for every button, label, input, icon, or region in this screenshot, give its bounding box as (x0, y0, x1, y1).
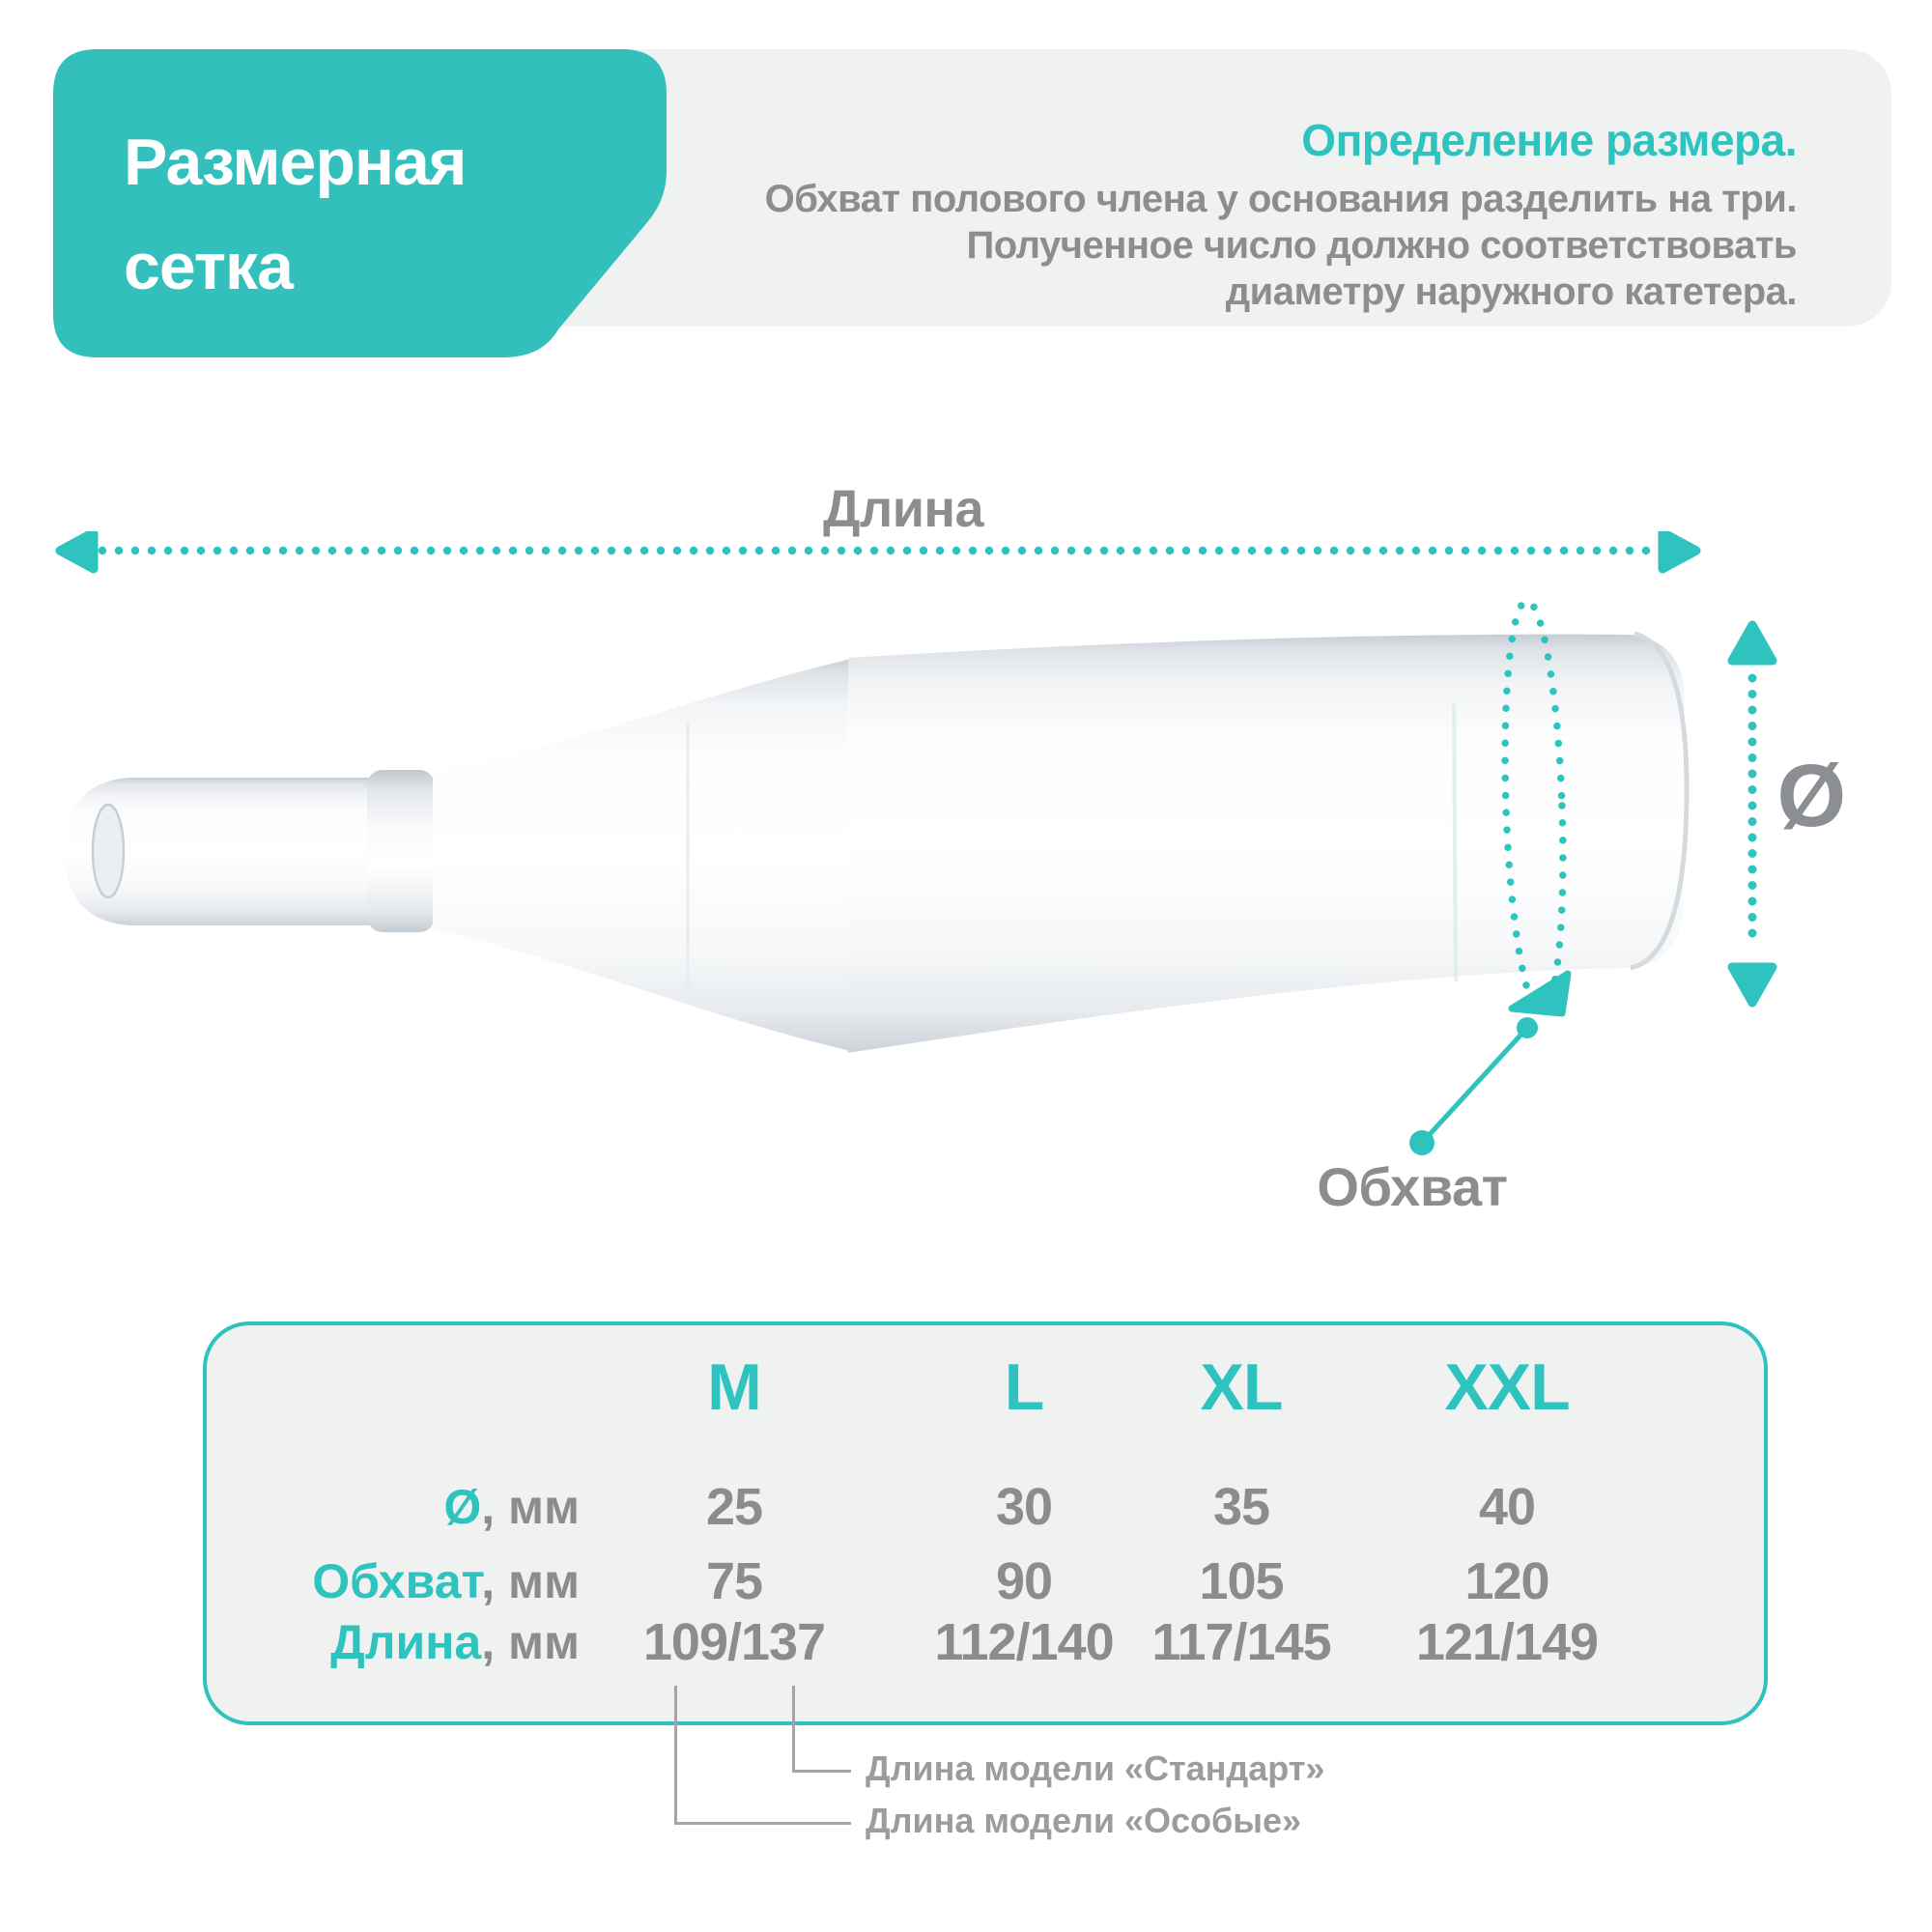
column-header-l: L (1004, 1350, 1044, 1424)
length-arrow-left-head (60, 532, 94, 569)
girth-arrow-head (1512, 974, 1568, 1013)
girth-leader-line (1409, 1017, 1538, 1155)
size-table-header-row (207, 1352, 1764, 1422)
length-arrow-right-head (1662, 532, 1696, 569)
footnote-label-standart: Длина модели «Стандарт» (866, 1748, 1325, 1788)
table-cell: 121/149 (1415, 1613, 1599, 1671)
row-label-length: Длина, мм (330, 1615, 580, 1669)
diameter-symbol: Ø (1776, 747, 1846, 845)
instruction-line: Обхват полового члена у основания разделить на три. (764, 178, 1797, 220)
column-header-xl: XL (1200, 1350, 1283, 1424)
table-cell: 25 (705, 1478, 763, 1536)
catheter-tip-opening (93, 805, 124, 897)
table-cell: 105 (1199, 1552, 1284, 1610)
instruction-line: диаметру наружного катетера. (1225, 270, 1797, 313)
table-cell: 30 (995, 1478, 1053, 1536)
instruction-text (734, 112, 1797, 315)
instruction-line: Полученное число должно соответствовать (966, 224, 1797, 267)
size-table-panel (203, 1321, 1768, 1725)
table-cell: 90 (995, 1552, 1053, 1610)
column-header-m: M (707, 1350, 761, 1424)
table-row-girth (207, 1547, 1764, 1616)
table-cell: 117/145 (1151, 1613, 1331, 1671)
table-cell: 40 (1478, 1478, 1536, 1536)
footnote-label-osobye: Длина модели «Особые» (866, 1801, 1302, 1840)
catheter-ring (367, 770, 435, 932)
diameter-arrow-top-head (1732, 625, 1773, 661)
catheter-illustration (64, 634, 1687, 1053)
row-label-girth: Обхват, мм (312, 1554, 580, 1608)
table-cell: 75 (705, 1552, 763, 1610)
table-row-diameter (207, 1472, 1764, 1542)
catheter-diagram (39, 531, 1893, 1236)
page-title-line2: сетка (124, 230, 293, 303)
column-header-xxl: XXL (1444, 1350, 1570, 1424)
table-row-length (207, 1607, 1764, 1677)
row-label-diameter: Ø, мм (443, 1480, 580, 1534)
table-cell: 109/137 (642, 1613, 826, 1671)
girth-label: Обхват (1317, 1156, 1508, 1217)
length-label: Длина (822, 480, 984, 538)
catheter-cone (433, 658, 855, 1052)
table-cell: 35 (1212, 1478, 1270, 1536)
table-cell: 120 (1464, 1552, 1549, 1610)
table-cell: 112/140 (934, 1613, 1114, 1671)
page-title-line1: Размерная (124, 126, 467, 199)
catheter-seam (1454, 703, 1456, 981)
instruction-heading: Определение размера. (1301, 115, 1797, 165)
page-title (124, 110, 466, 319)
footnote-leader-line-osobye (674, 1686, 851, 1825)
diameter-arrow-bottom-head (1732, 967, 1773, 1003)
